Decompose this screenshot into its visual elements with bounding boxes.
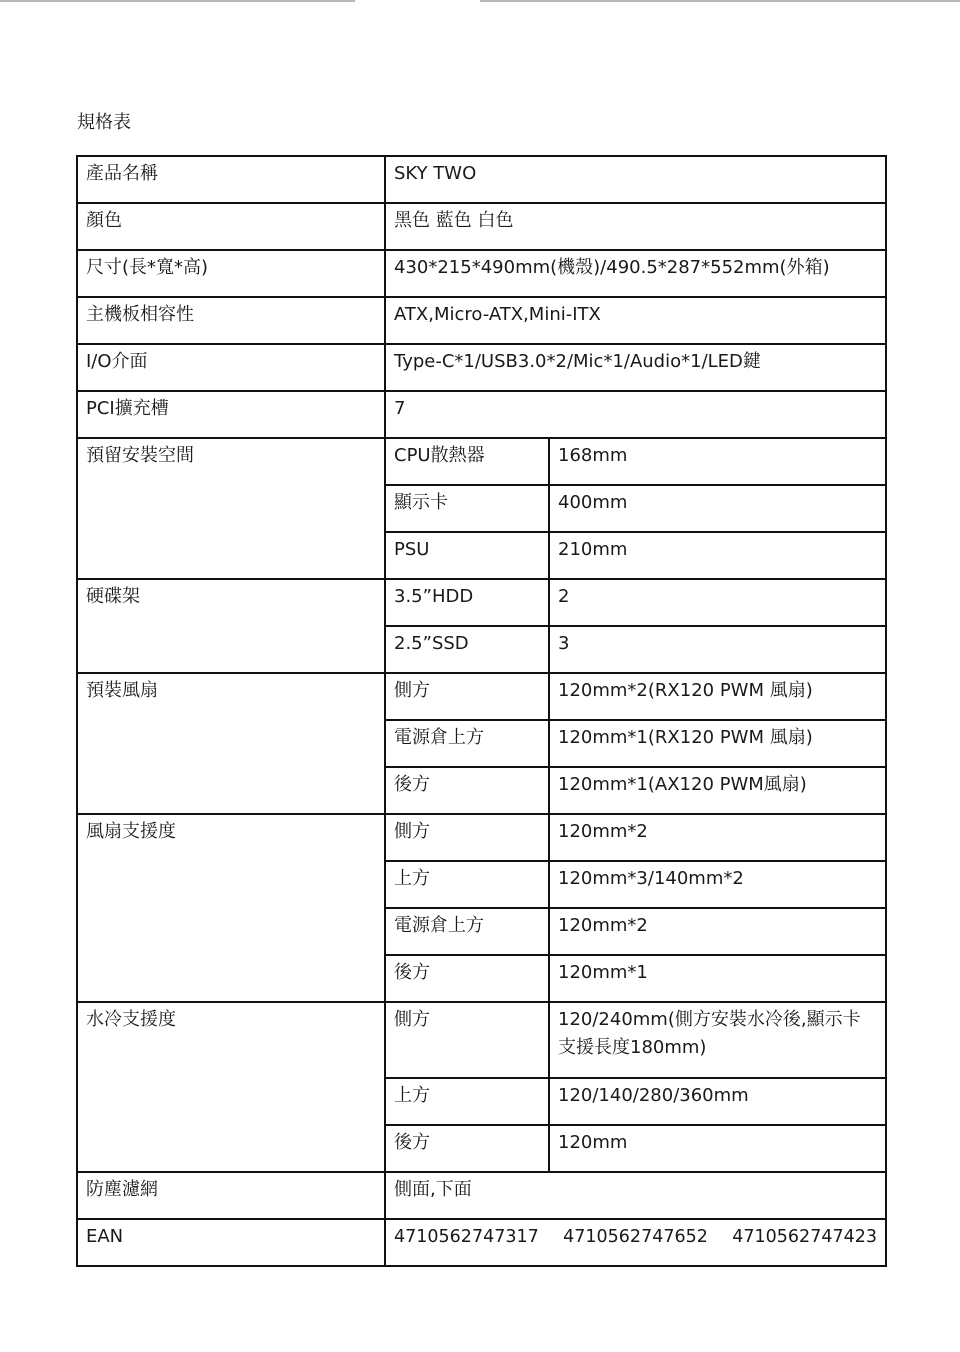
row-label-text: 主機板相容性: [86, 304, 194, 325]
sub-label: [385, 720, 549, 767]
sub-value-text: 120mm*1(RX120 PWM 風扇): [558, 727, 813, 748]
sub-label: [385, 485, 549, 532]
sub-value-text: 3: [558, 633, 570, 654]
page-title: 規格表: [77, 112, 131, 133]
row-value: [385, 1172, 886, 1219]
table-row: [77, 297, 886, 344]
row-label: [77, 1172, 385, 1219]
sub-label: [385, 814, 549, 861]
sub-label: [385, 532, 549, 579]
table-row: [77, 438, 886, 485]
sub-value: [549, 955, 886, 1002]
sub-value: [549, 438, 886, 485]
ean-codes: [394, 1220, 877, 1251]
row-value: [385, 203, 886, 250]
row-value: [385, 1219, 886, 1266]
row-label: [77, 203, 385, 250]
table-row: [77, 1002, 886, 1078]
sub-value-text: 2: [558, 586, 570, 607]
sub-value: [549, 720, 886, 767]
table-row: [77, 156, 886, 203]
sub-label-text: 上方: [394, 868, 430, 889]
sub-label-text: 後方: [394, 1132, 430, 1153]
pci-value: 7: [394, 398, 406, 419]
sub-value: [549, 673, 886, 720]
sub-value: [549, 579, 886, 626]
sub-label-text: 側方: [394, 821, 430, 842]
sub-label-text: 2.5”SSD: [394, 633, 469, 654]
row-label: [77, 250, 385, 297]
sub-value: [549, 626, 886, 673]
row-value: [385, 156, 886, 203]
product-name-value: SKY TWO: [394, 163, 477, 184]
row-label: [77, 391, 385, 438]
top-divider-right: [480, 0, 960, 2]
sub-label-text: 電源倉上方: [394, 915, 484, 936]
sub-label: [385, 861, 549, 908]
sub-value-text: 210mm: [558, 539, 628, 560]
sub-label: [385, 767, 549, 814]
table-row: [77, 391, 886, 438]
sub-value: [549, 1078, 886, 1125]
table-row: [77, 673, 886, 720]
table-row: [77, 203, 886, 250]
ean-code: 4710562747317: [394, 1227, 539, 1247]
row-label: [77, 438, 385, 579]
table-row: [77, 1172, 886, 1219]
sub-label-text: 3.5”HDD: [394, 586, 474, 607]
row-label: [77, 1002, 385, 1172]
row-label-text: 尺寸(長*寬*高): [86, 257, 209, 278]
row-label-text: 顏色: [86, 210, 122, 231]
table-row: [77, 579, 886, 626]
sub-label: [385, 1002, 549, 1078]
sub-label: [385, 955, 549, 1002]
sub-value-text: 400mm: [558, 492, 628, 513]
row-label: [77, 579, 385, 673]
io-value: Type-C*1/USB3.0*2/Mic*1/Audio*1/LED鍵: [394, 351, 761, 372]
sub-label-text: PSU: [394, 539, 430, 560]
row-value: [385, 391, 886, 438]
row-label: [77, 156, 385, 203]
sub-value: [549, 861, 886, 908]
sub-value-text: 120mm: [558, 1132, 628, 1153]
sub-value: [549, 485, 886, 532]
row-label-text: 風扇支援度: [86, 821, 176, 842]
row-label: [77, 1219, 385, 1266]
ean-code: 4710562747652: [563, 1227, 708, 1247]
row-label-text: 產品名稱: [86, 163, 158, 184]
row-label: [77, 673, 385, 814]
sub-label: [385, 579, 549, 626]
row-label: [77, 344, 385, 391]
sub-value-text: 120mm*1(AX120 PWM風扇): [558, 774, 807, 795]
sub-label-text: 側方: [394, 680, 430, 701]
row-label: [77, 297, 385, 344]
table-row: [77, 1219, 886, 1266]
row-label-text: I/O介面: [86, 351, 148, 372]
row-label: [77, 814, 385, 1002]
sub-label-text: 後方: [394, 774, 430, 795]
sub-value: [549, 908, 886, 955]
sub-value-text: 120/240mm(側方安裝水冷後,顯示卡支援長度180mm): [558, 1009, 861, 1058]
sub-value-text: 120mm*1: [558, 962, 648, 983]
sub-value-text: 120mm*2: [558, 915, 648, 936]
sub-value-text: 120/140/280/360mm: [558, 1085, 749, 1106]
sub-label: [385, 673, 549, 720]
sub-label-text: 上方: [394, 1085, 430, 1106]
sub-value: [549, 1125, 886, 1172]
sub-label-text: 電源倉上方: [394, 727, 484, 748]
row-label-text: 水冷支援度: [86, 1009, 176, 1030]
table-row: [77, 250, 886, 297]
dimensions-value: 430*215*490mm(機殼)/490.5*287*552mm(外箱): [394, 257, 830, 278]
sub-label: [385, 908, 549, 955]
sub-value: [549, 767, 886, 814]
color-value: 黑色 藍色 白色: [394, 210, 514, 231]
row-label-text: 防塵濾網: [86, 1179, 158, 1200]
sub-value-text: 168mm: [558, 445, 628, 466]
sub-value: [549, 1002, 886, 1078]
sub-label: [385, 438, 549, 485]
row-label-text: EAN: [86, 1226, 124, 1247]
motherboard-value: ATX,Micro-ATX,Mini-ITX: [394, 304, 601, 325]
row-label-text: 預留安裝空間: [86, 445, 194, 466]
sub-value-text: 120mm*2: [558, 821, 648, 842]
row-value: [385, 297, 886, 344]
row-label-text: 硬碟架: [86, 586, 140, 607]
sub-label: [385, 626, 549, 673]
ean-code: 4710562747423: [732, 1227, 877, 1247]
table-row: [77, 344, 886, 391]
table-row: [77, 814, 886, 861]
sub-label-text: 後方: [394, 962, 430, 983]
sub-value-text: 120mm*3/140mm*2: [558, 868, 744, 889]
sub-label-text: 顯示卡: [394, 492, 448, 513]
row-label-text: 預裝風扇: [86, 680, 158, 701]
top-divider-left: [0, 0, 355, 2]
sub-value-text: 120mm*2(RX120 PWM 風扇): [558, 680, 813, 701]
sub-value: [549, 532, 886, 579]
dust-filter-value: 側面,下面: [394, 1179, 472, 1200]
sub-label-text: 側方: [394, 1009, 430, 1030]
row-value: [385, 250, 886, 297]
spec-table: [76, 155, 887, 1267]
sub-value: [549, 814, 886, 861]
sub-label: [385, 1078, 549, 1125]
sub-label-text: CPU散熱器: [394, 445, 485, 466]
row-label-text: PCI擴充槽: [86, 398, 169, 419]
sub-label: [385, 1125, 549, 1172]
row-value: [385, 344, 886, 391]
